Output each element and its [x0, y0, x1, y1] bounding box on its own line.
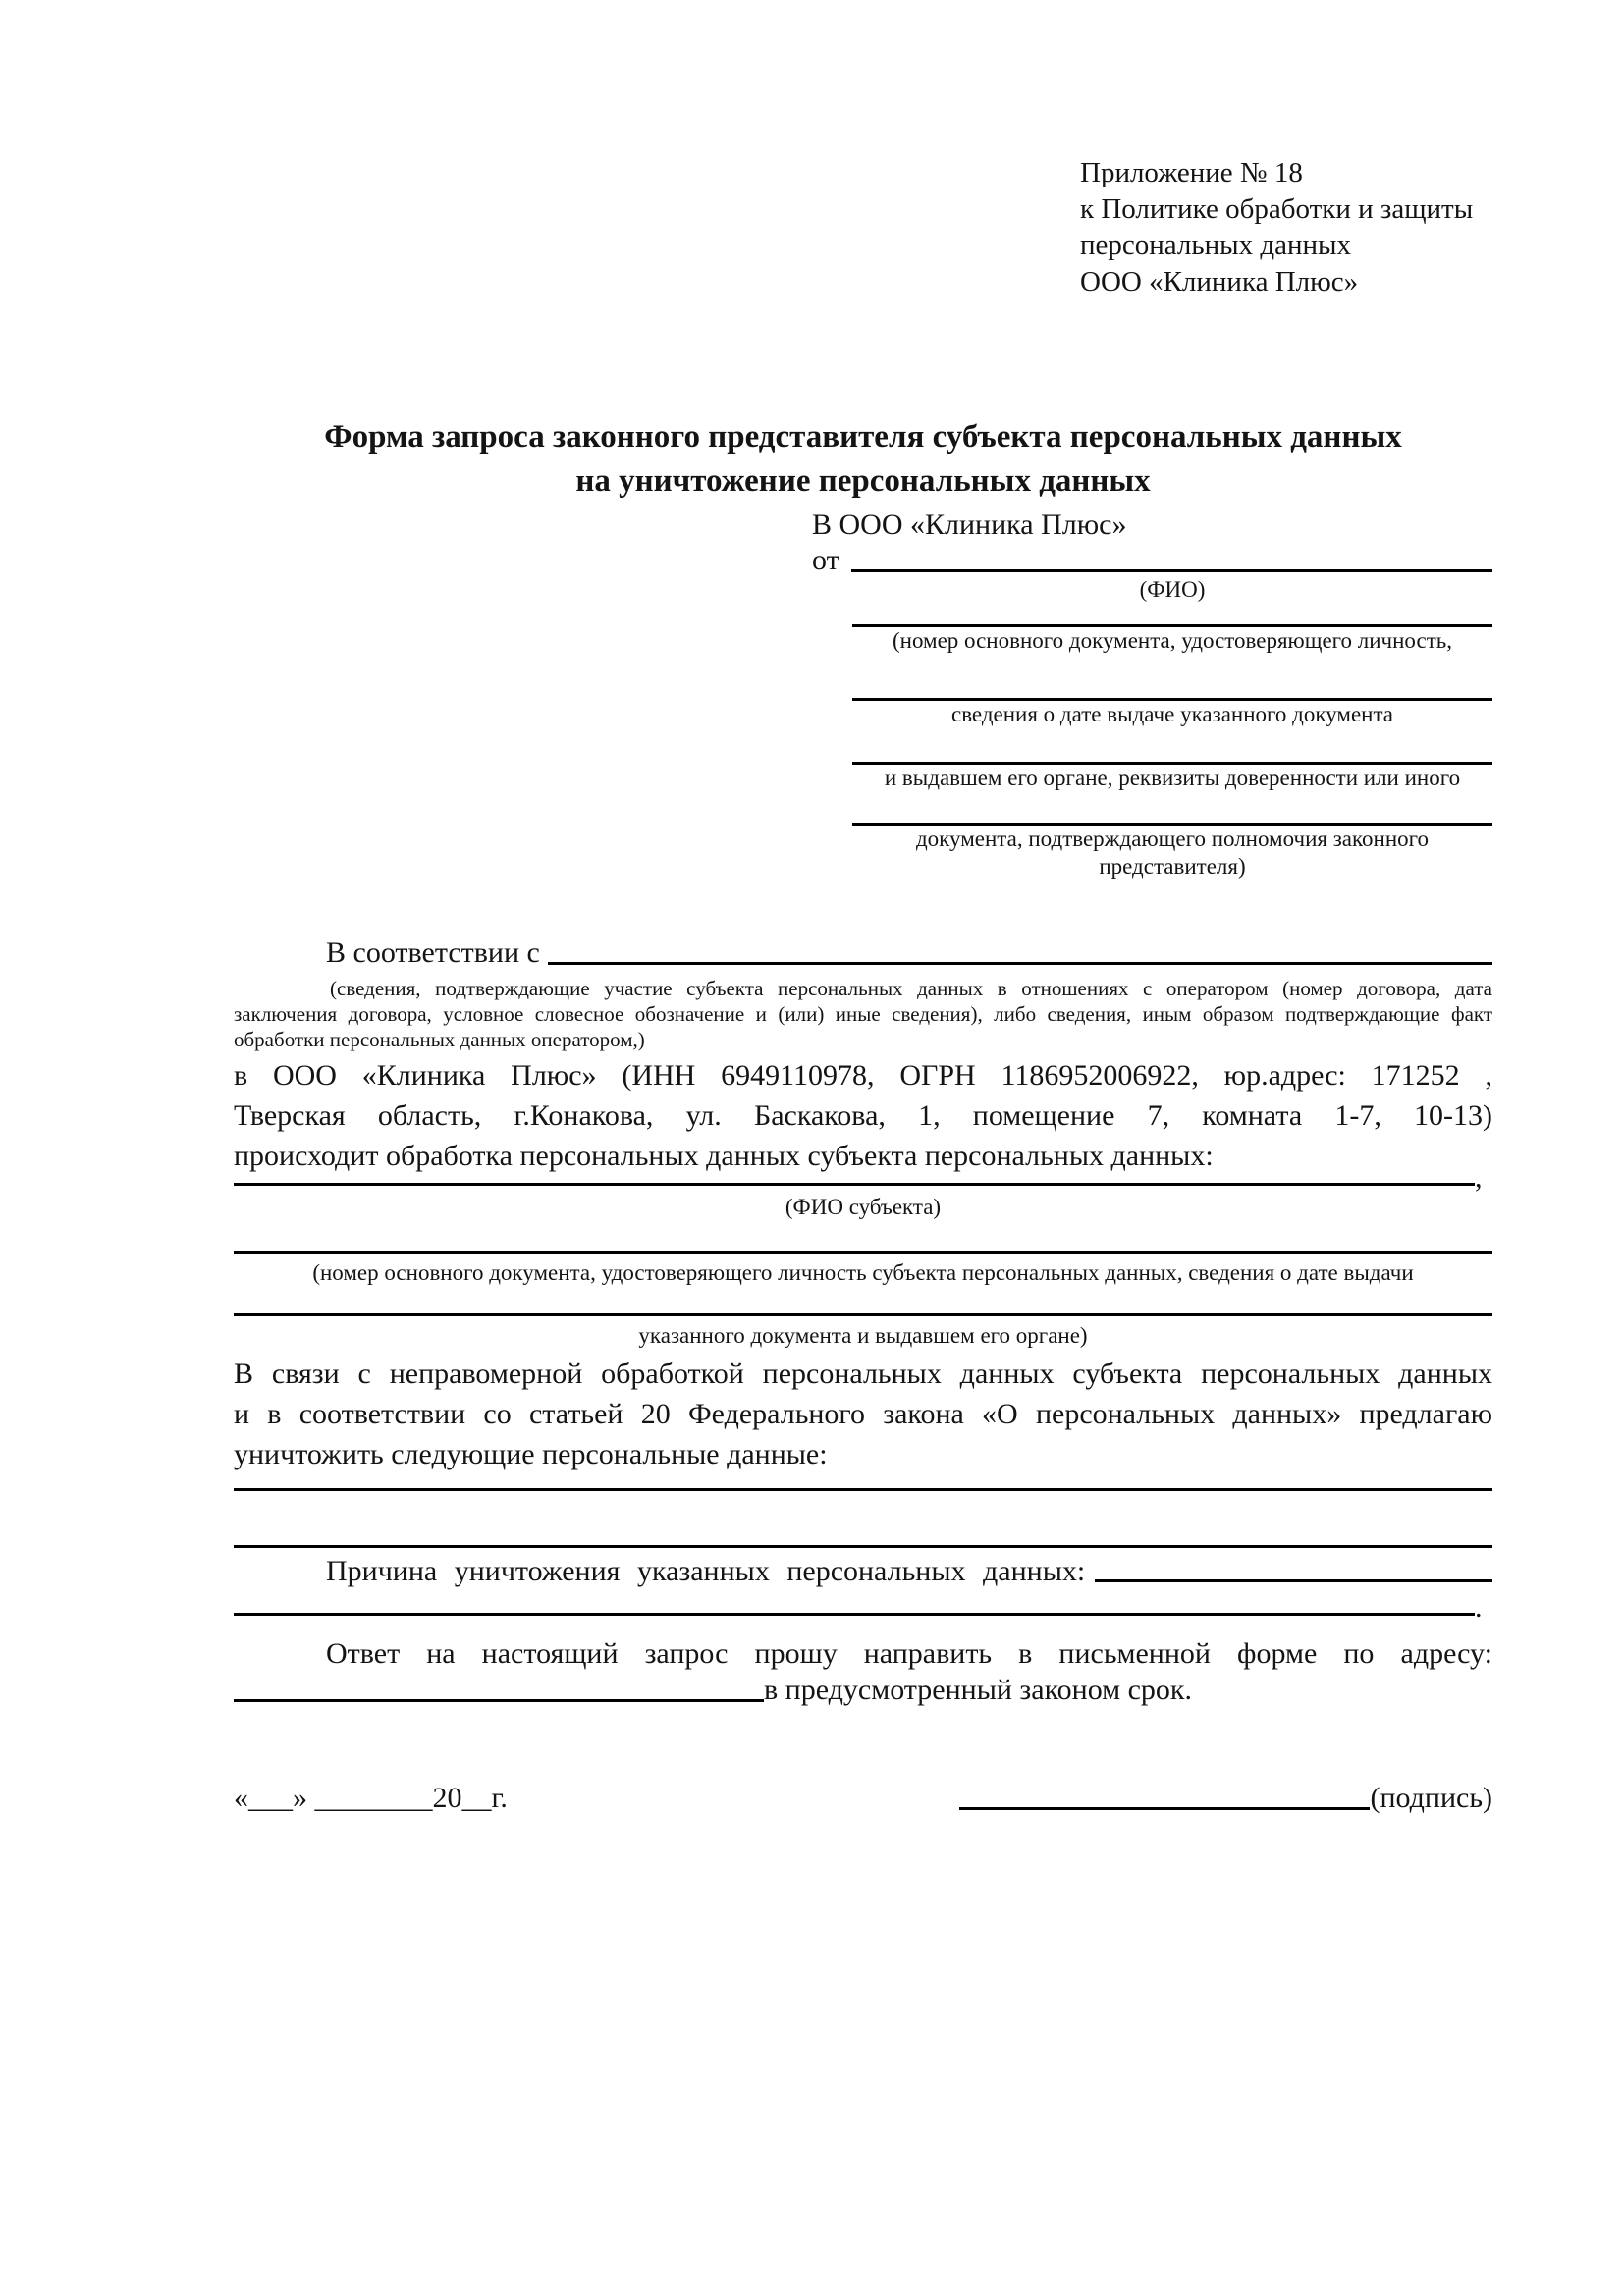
- basis-note-line: обработки персональных данных оператором,): [234, 1028, 645, 1051]
- blank-field-line: [852, 728, 1492, 765]
- reason-label: Причина уничтожения указанных персональных данных:: [326, 1555, 1086, 1587]
- reply-line-2-text: в предусмотренный законом срок.: [764, 1674, 1192, 1706]
- reason-row: [234, 1556, 1492, 1586]
- basis-note: [234, 976, 1492, 1052]
- appendix-line: персональных данных: [1080, 230, 1352, 261]
- reply-line-2: [234, 1674, 1492, 1707]
- addressee-organization: В ООО «Клиника Плюс»: [812, 508, 1127, 541]
- signature-caption: (подпись): [1370, 1782, 1492, 1814]
- request-paragraph-line: и в соответствии со статьей 20 Федерального закона «О персональных данных» предлагаю: [234, 1398, 1492, 1430]
- blank-field-line: [852, 792, 1492, 826]
- subject-doc-blank-line: [234, 1287, 1492, 1316]
- signature-blank-line: [959, 1807, 1370, 1810]
- data-blank-line: [234, 1491, 1492, 1548]
- document-title: [234, 415, 1492, 504]
- title-line-2: на уничтожение персональных данных: [575, 463, 1151, 499]
- field-caption-issuer: и выдавшем его органе, реквизиты доверенности или иного: [884, 766, 1461, 790]
- appendix-line: Приложение № 18: [1080, 157, 1303, 188]
- operator-paragraph-line: происходит обработка персональных данных субъекта персональных данных:: [234, 1140, 1214, 1172]
- reason-blank-line: [1095, 1579, 1492, 1582]
- signature-group: [959, 1782, 1492, 1814]
- date-field: «___» ________20__г.: [234, 1782, 508, 1814]
- operator-paragraph-line: Тверская область, г.Конакова, ул. Баскакова, 1, помещение 7, комната 1-7, 10-13): [234, 1099, 1492, 1132]
- subject-caption-doc: (номер основного документа, удостоверяющего личность субъекта персональных данных, сведения о дате выдачи: [312, 1260, 1414, 1285]
- reply-line-1: Ответ на настоящий запрос прошу направить в письменной форме по адресу:: [326, 1637, 1492, 1670]
- reply-address-blank-line: [234, 1699, 764, 1702]
- data-blank-line: [234, 1474, 1492, 1491]
- field-caption-doc-number: (номер основного документа, удостоверяющего личность,: [892, 628, 1452, 653]
- from-label: от: [812, 544, 839, 576]
- operator-paragraph: [234, 1055, 1492, 1176]
- field-caption-fio: (ФИО): [1139, 577, 1206, 602]
- basis-note-line: заключения договора, условное словесное обозначение и (или) иные сведения), либо сведения, иным образом подтверждающие факт: [234, 1002, 1492, 1026]
- appendix-line: к Политике обработки и защиты: [1080, 193, 1474, 225]
- footer-row: [234, 1782, 1492, 1814]
- from-row: [812, 545, 1492, 576]
- request-paragraph-line: В связи с неправомерной обработкой персональных данных субъекта персональных данных: [234, 1358, 1492, 1390]
- operator-paragraph-line: в ООО «Клиника Плюс» (ИНН 6949110978, ОГРН 1186952006922, юр.адрес: 171252 ,: [234, 1059, 1492, 1092]
- field-caption-authority-doc: документа, подтверждающего полномочия законного представителя): [915, 827, 1429, 879]
- subject-doc-blank-line: [234, 1221, 1492, 1254]
- subject-name-blank-line: [234, 1161, 1483, 1194]
- blank-field-line: [852, 655, 1492, 701]
- reason-period: .: [1475, 1591, 1483, 1624]
- appendix-line: ООО «Клиника Плюс»: [1080, 266, 1359, 297]
- reason-blank-line-2: [234, 1586, 1483, 1624]
- title-line-1: Форма запроса законного представителя субъекта персональных данных: [324, 419, 1402, 454]
- request-paragraph: [234, 1354, 1492, 1474]
- field-caption-issue-date: сведения о дате выдаче указанного документа: [950, 702, 1394, 726]
- basis-lead: В соответствии с: [326, 936, 540, 969]
- blank-field-line: [852, 604, 1492, 627]
- representative-fields: [852, 576, 1492, 881]
- appendix-block: [1080, 155, 1492, 300]
- basis-blank-line: [548, 962, 1492, 965]
- basis-row: [234, 936, 1492, 969]
- subject-caption-issuer: указанного документа и выдавшем его органе): [638, 1323, 1088, 1348]
- request-paragraph-line: уничтожить следующие персональные данные:: [234, 1438, 828, 1470]
- basis-note-line: (сведения, подтверждающие участие субъекта персональных данных в отношениях с оператором (номер договора, дата: [330, 977, 1492, 1000]
- subject-comma: ,: [1475, 1161, 1483, 1194]
- representative-name-blank: [851, 569, 1492, 572]
- subject-caption-fio: (ФИО субъекта): [785, 1195, 942, 1219]
